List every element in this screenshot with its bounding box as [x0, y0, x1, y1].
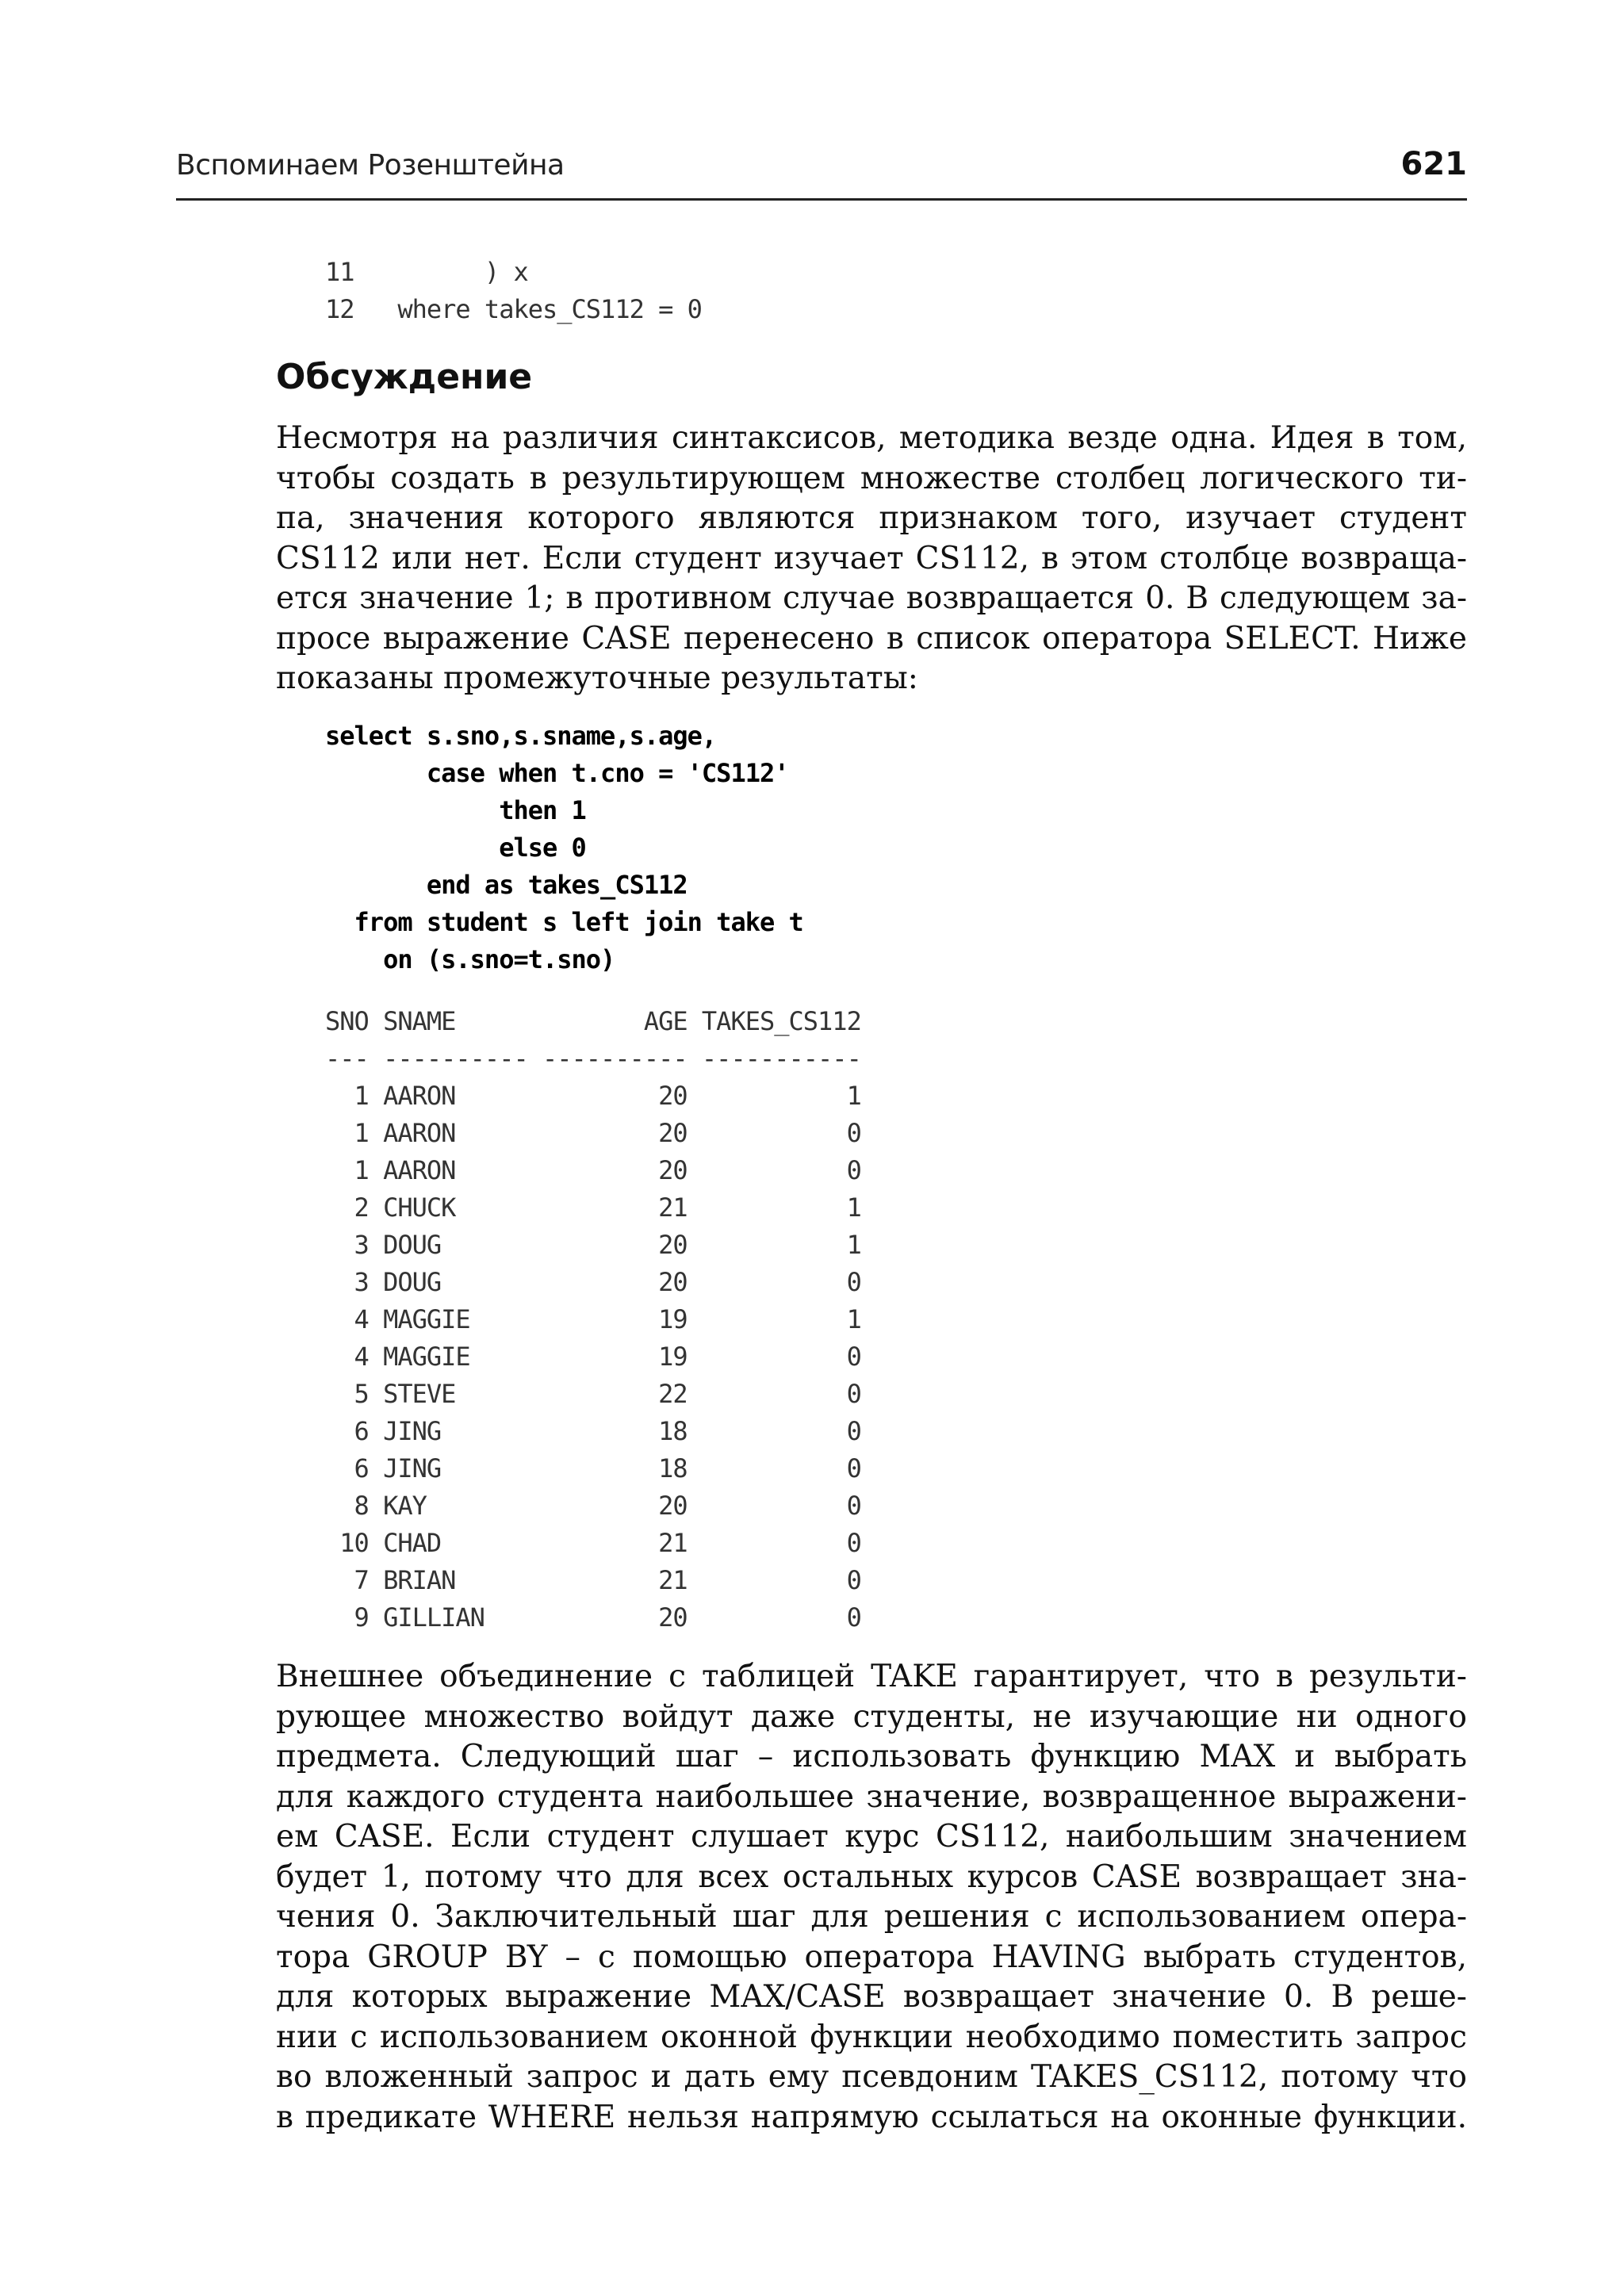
paragraph-line: во вложенный запрос и дать ему псевдоним TAKES_CS112, потому что: [276, 2059, 1467, 2095]
table-row: 3 DOUG 20 0: [325, 1267, 861, 1297]
code-line: end as takes_CS112: [325, 870, 688, 900]
paragraph-line: для которых выражение MAX/CASE возвращает значение 0. В реше-: [276, 1979, 1467, 2015]
result-header-row: SNO SNAME AGE TAKES_CS112: [325, 1006, 861, 1036]
table-row: 4 MAGGIE 19 1: [325, 1304, 861, 1334]
query-result-table: [325, 1003, 861, 1636]
table-row: 8 KAY 20 0: [325, 1491, 861, 1521]
paragraph-line: Внешнее объединение с таблицей TAKE гарантирует, что в результи-: [276, 1659, 1467, 1694]
paragraph-line: просе выражение CASE перенесено в список оператора SELECT. Ниже: [276, 620, 1467, 657]
paragraph-line: рующее множество войдут даже студенты, не изучающие ни одного: [276, 1698, 1467, 1735]
code-line: case when t.cno = 'CS112': [325, 758, 789, 788]
table-row: 1 AARON 20 0: [325, 1118, 861, 1148]
code-line: else 0: [325, 833, 586, 863]
paragraph-line: ется значение 1; в противном случае возвращается 0. В следующем за-: [276, 580, 1467, 616]
code-line: then 1: [325, 795, 586, 825]
paragraph-line: чтобы создать в результирующем множестве столбец логического ти-: [276, 460, 1467, 496]
code-line: select s.sno,s.sname,s.age,: [325, 721, 717, 751]
paragraph-2: [276, 1657, 1467, 2138]
paragraph-line: CS112 или нет. Если студент изучает CS112, в этом столбце возвраща-: [276, 540, 1467, 576]
paragraph-line: будет 1, потому что для всех остальных курсов CASE возвращает зна-: [276, 1859, 1467, 1895]
table-row: 1 AARON 20 0: [325, 1155, 861, 1185]
running-header: [176, 146, 1467, 197]
code-line: from student s left join take t: [325, 907, 803, 937]
result-separator-row: --- ---------- ---------- -----------: [325, 1043, 861, 1074]
table-row: 9 GILLIAN 20 0: [325, 1602, 861, 1633]
table-row: 7 BRIAN 21 0: [325, 1565, 861, 1595]
page-number: 621: [1400, 146, 1467, 182]
paragraph-line: тора GROUP BY – с помощью оператора HAVING выбрать студентов,: [276, 1939, 1467, 1975]
code-line: on (s.sno=t.sno): [325, 944, 615, 974]
table-row: 6 JING 18 0: [325, 1416, 861, 1446]
section-heading: Обсуждение: [276, 357, 533, 397]
paragraph-line: для каждого студента наибольшее значение, возвращенное выражени-: [276, 1778, 1467, 1815]
paragraph-1: [276, 419, 1467, 699]
table-row: 10 CHAD 21 0: [325, 1528, 861, 1558]
code-block-continuation: [325, 254, 702, 328]
running-title: Вспоминаем Розенштейна: [176, 149, 565, 182]
table-row: 2 CHUCK 21 1: [325, 1192, 861, 1223]
paragraph-line: па, значения которого являются признаком того, изучает студент: [276, 500, 1467, 536]
code-block-select-query: [325, 718, 803, 978]
paragraph-line: в предикате WHERE нельзя напрямую ссылаться на оконные функции.: [276, 2099, 1467, 2135]
table-row: 4 MAGGIE 19 0: [325, 1342, 861, 1372]
table-row: 1 AARON 20 1: [325, 1081, 861, 1111]
table-row: 5 STEVE 22 0: [325, 1379, 861, 1409]
paragraph-line: чения 0. Заключительный шаг для решения с использованием опера-: [276, 1899, 1467, 1935]
table-row: 6 JING 18 0: [325, 1453, 861, 1483]
code-line: 12 where takes_CS112 = 0: [325, 294, 702, 324]
paragraph-line: показаны промежуточные результаты:: [276, 660, 918, 696]
paragraph-line: ем CASE. Если студент слушает курс CS112, наибольшим значением: [276, 1819, 1467, 1855]
paragraph-line: Несмотря на различия синтаксисов, методика везде одна. Идея в том,: [276, 420, 1467, 456]
paragraph-line: предмета. Следующий шаг – использовать функцию MAX и выбрать: [276, 1739, 1467, 1774]
table-row: 3 DOUG 20 1: [325, 1230, 861, 1260]
header-rule: [176, 198, 1467, 201]
paragraph-line: нии с использованием оконной функции необходимо поместить запрос: [276, 2019, 1467, 2055]
code-line: 11 ) x: [325, 257, 528, 287]
